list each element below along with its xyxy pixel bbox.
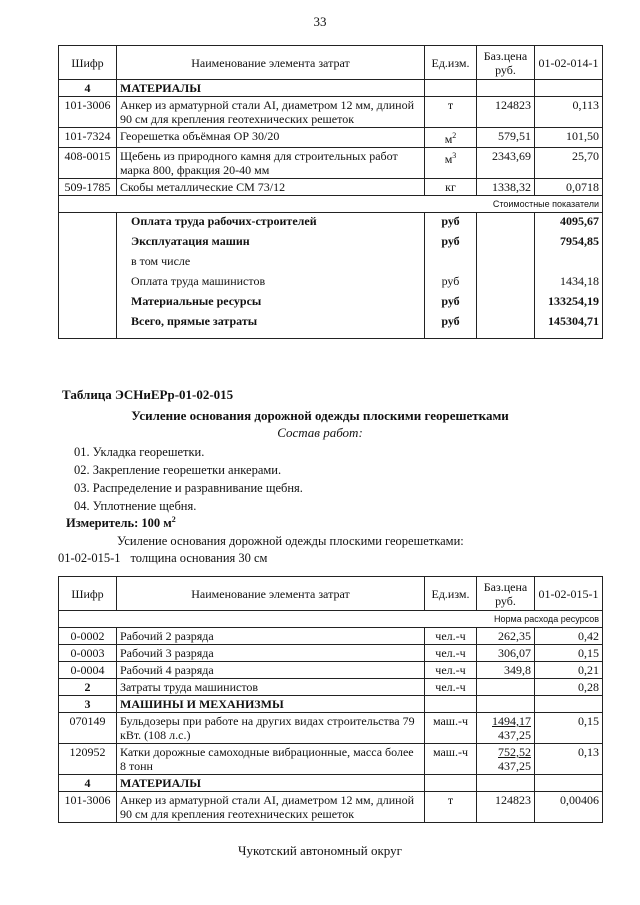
row-name: Рабочий 4 разряда [117, 662, 425, 679]
row-code: 101-7324 [59, 128, 117, 148]
summary-row [59, 213, 603, 233]
header-norm-code: 01-02-015-1 [535, 577, 603, 611]
row-unit: чел.-ч [425, 628, 477, 645]
work-item: 03. Распределение и разравнивание щебня. [74, 481, 303, 495]
header-price: Баз.цена руб. [477, 577, 535, 611]
row-price: 124823 [477, 792, 535, 823]
row-value: 0,13 [535, 744, 603, 775]
summary-name: Оплата труда машинистов [117, 273, 425, 293]
summary-value: 145304,71 [535, 313, 603, 339]
row-value: 0,113 [535, 97, 603, 128]
table-subtitle: Усиление основания дорожной одежды плоскими георешетками [131, 408, 509, 423]
row-price: 1494,17 437,25 [477, 713, 535, 744]
row-code: 101-3006 [59, 792, 117, 823]
table-01-02-014 [58, 45, 603, 339]
row-unit: чел.-ч [425, 662, 477, 679]
table-header-row [59, 577, 603, 611]
row-code: 0-0002 [59, 628, 117, 645]
row-price: 752,52 437,25 [477, 744, 535, 775]
header-code: Шифр [59, 46, 117, 80]
row-code: 509-1785 [59, 179, 117, 196]
table-title: Таблица ЭСНиЕРр-01-02-015 [62, 387, 234, 402]
page-number: 33 [313, 14, 327, 29]
row-name: Рабочий 3 разряда [117, 645, 425, 662]
table-row [59, 128, 603, 148]
header-name: Наименование элемента затрат [117, 46, 425, 80]
row-unit: чел.-ч [425, 645, 477, 662]
section-row [59, 80, 603, 97]
header-name: Наименование элемента затрат [117, 577, 425, 611]
row-value: 0,42 [535, 628, 603, 645]
section-number: 4 [59, 80, 117, 97]
indicators-row [59, 196, 603, 213]
work-item: 02. Закрепление георешетки анкерами. [74, 463, 282, 477]
row-name: Катки дорожные самоходные вибрационные, масса более 8 тонн [117, 744, 425, 775]
labor-name: Затраты труда машинистов [117, 679, 425, 696]
row-code: 408-0015 [59, 148, 117, 179]
table-row [59, 662, 603, 679]
norm-row [59, 611, 603, 628]
row-code: 0-0003 [59, 645, 117, 662]
row-name: Бульдозеры при работе на других видах строительства 79 кВт. (108 л.с.) [117, 713, 425, 744]
summary-unit: руб [425, 233, 477, 253]
row-price: 124823 [477, 97, 535, 128]
header-norm-code: 01-02-014-1 [535, 46, 603, 80]
row-price: 2343,69 [477, 148, 535, 179]
table-row [59, 97, 603, 128]
table-row [59, 645, 603, 662]
header-price: Баз.цена руб. [477, 46, 535, 80]
summary-row [59, 233, 603, 253]
labor-number: 2 [59, 679, 117, 696]
row-unit: маш.-ч [425, 744, 477, 775]
section-title: МАТЕРИАЛЫ [117, 80, 425, 97]
works-list [74, 443, 303, 515]
work-item: 01. Укладка георешетки. [74, 445, 205, 459]
summary-name: Материальные ресурсы [117, 293, 425, 313]
row-unit: $м^3$ [425, 148, 477, 179]
row-name: Георешетка объёмная ОР 30/20 [117, 128, 425, 148]
subcode-line [58, 551, 267, 566]
composition-label: Состав работ: [277, 425, 363, 440]
row-name: Рабочий 2 разряда [117, 628, 425, 645]
header-unit: Ед.изм. [425, 46, 477, 80]
row-unit: т [425, 97, 477, 128]
table-row [59, 628, 603, 645]
header-code: Шифр [59, 577, 117, 611]
summary-name: в том числе [117, 253, 425, 273]
row-price: 1338,32 [477, 179, 535, 196]
header-unit: Ед.изм. [425, 577, 477, 611]
description: Усиление основания дорожной одежды плоскими георешетками: [117, 534, 464, 548]
summary-name: Оплата труда рабочих-строителей [117, 213, 425, 233]
table-row [59, 792, 603, 823]
section-number: 4 [59, 775, 117, 792]
work-item: 04. Уплотнение щебня. [74, 499, 197, 513]
summary-name: Эксплуатация машин [117, 233, 425, 253]
table-row [59, 744, 603, 775]
row-value: 0,00406 [535, 792, 603, 823]
row-name: Скобы металлические СМ 73/12 [117, 179, 425, 196]
summary-value: 4095,67 [535, 213, 603, 233]
norm-label: Норма расхода ресурсов [535, 611, 603, 628]
section-row [59, 775, 603, 792]
meter-label: Измеритель: 100 $м^2$ [66, 515, 176, 531]
table-row [59, 148, 603, 179]
summary-unit: руб [425, 273, 477, 293]
row-price: 262,35 [477, 628, 535, 645]
row-code: 0-0004 [59, 662, 117, 679]
table-row [59, 179, 603, 196]
indicators-label: Стоимостные показатели [59, 196, 603, 213]
row-price: 306,07 [477, 645, 535, 662]
labor-value: 0,28 [535, 679, 603, 696]
row-unit: кг [425, 179, 477, 196]
section-row [59, 696, 603, 713]
summary-unit: руб [425, 313, 477, 339]
table-row [59, 713, 603, 744]
row-value: 25,70 [535, 148, 603, 179]
summary-row [59, 253, 603, 273]
row-code: 101-3006 [59, 97, 117, 128]
row-value: 0,21 [535, 662, 603, 679]
summary-row [59, 273, 603, 293]
row-code: 120952 [59, 744, 117, 775]
table-01-02-015 [58, 576, 603, 823]
summary-value: 1434,18 [535, 273, 603, 293]
subcode-code: 01-02-015-1 [58, 551, 121, 565]
footer-region: Чукотский автономный округ [238, 843, 402, 858]
row-unit: $м^2$ [425, 128, 477, 148]
summary-unit: руб [425, 293, 477, 313]
row-value: 0,15 [535, 713, 603, 744]
row-value: 0,15 [535, 645, 603, 662]
row-name: Анкер из арматурной стали AI, диаметром 12 мм, длиной 90 см для крепления геотехнических решеток [117, 97, 425, 128]
row-value: 101,50 [535, 128, 603, 148]
row-value: 0,0718 [535, 179, 603, 196]
subcode-text: толщина основания 30 см [130, 551, 268, 565]
labor-row [59, 679, 603, 696]
summary-row [59, 293, 603, 313]
row-unit: маш.-ч [425, 713, 477, 744]
row-price: 579,51 [477, 128, 535, 148]
summary-value: 7954,85 [535, 233, 603, 253]
labor-unit: чел.-ч [425, 679, 477, 696]
row-price: 349,8 [477, 662, 535, 679]
summary-name: Всего, прямые затраты [117, 313, 425, 339]
summary-value: 133254,19 [535, 293, 603, 313]
row-name: Анкер из арматурной стали AI, диаметром 12 мм, длиной 90 см для крепления геотехнических решеток [117, 792, 425, 823]
section-title: МАТЕРИАЛЫ [117, 775, 425, 792]
row-name: Щебень из природного камня для строительных работ марка 800, фракция 20-40 мм [117, 148, 425, 179]
table-header-row [59, 46, 603, 80]
summary-unit: руб [425, 213, 477, 233]
section-number: 3 [59, 696, 117, 713]
row-unit: т [425, 792, 477, 823]
row-code: 070149 [59, 713, 117, 744]
summary-row [59, 313, 603, 339]
section-title: МАШИНЫ И МЕХАНИЗМЫ [117, 696, 425, 713]
